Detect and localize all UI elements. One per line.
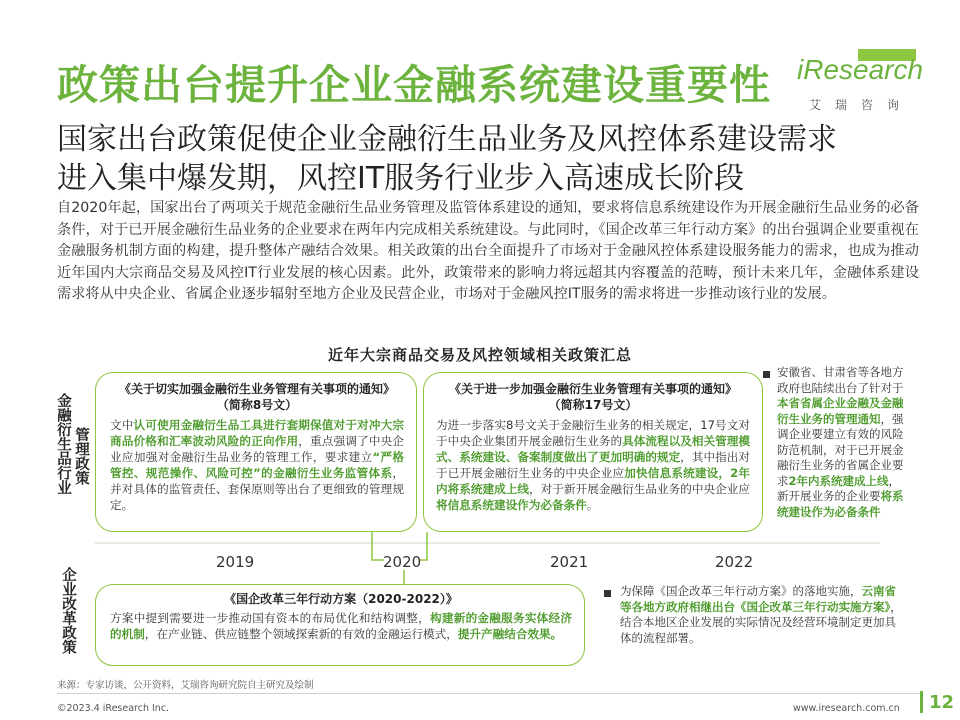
card-reform-text-2: ，在产业链、供应链整个领域探索新的有效的金融运行模式， bbox=[144, 627, 458, 641]
card-reform-highlight-1: 构建新的金融服务实体经济的机制 bbox=[110, 611, 572, 641]
card-17hao-text-1: 为进一步落实8号文关于金融衍生业务的相关规定，17号文对于中央企业集团开展金融衍生业务的 bbox=[436, 418, 750, 448]
card-17hao-subtitle: （简称17号文） bbox=[548, 398, 638, 412]
subtitle-line-2: 进入集中爆发期，风控IT服务行业步入高速成长阶段 bbox=[57, 161, 745, 196]
card-17hao-highlight-1: 具体流程以及相关管理模式、系统建设、备案制度做出了更加明确的规定 bbox=[436, 434, 750, 464]
policy-card-8hao bbox=[95, 372, 417, 532]
note-2-text-2: ，结合本地区企业发展的实际情况及经营环境制定更加具体的流程部署。 bbox=[620, 599, 902, 645]
card-17hao-highlight-3: 将信息系统建设作为必备条件 bbox=[436, 498, 587, 512]
row-label-finance-part1: 金融衍生品行业 bbox=[55, 393, 71, 495]
year-2021: 2021 bbox=[550, 553, 589, 571]
card-reform-text-1: 方案中提到需要进一步推动国有资本的布局优化和结构调整， bbox=[110, 611, 431, 625]
policy-card-soe-reform bbox=[95, 584, 585, 666]
note-1-text-3: ，新开展业务的企业要 bbox=[777, 473, 901, 503]
page-number-accent bbox=[920, 691, 923, 713]
note-1-highlight-2: 2年内系统建成上线 bbox=[788, 473, 889, 488]
side-note-local-gov bbox=[777, 365, 911, 520]
side-note-yunnan bbox=[620, 584, 902, 646]
iresearch-logo-cn: 艾瑞咨询 bbox=[809, 98, 914, 112]
card-8hao-text-3: ，并对具体的监管责任、套保原则等出台了更细致的管理规定。 bbox=[110, 466, 404, 512]
page-number: 12 bbox=[929, 692, 955, 713]
row-label-finance-part2: 管理政策 bbox=[73, 427, 89, 485]
subtitle-line-1: 国家出台政策促使企业金融衍生品业务及风控体系建设需求 bbox=[57, 122, 837, 157]
card-17hao-highlight-2: 加快信息系统建设，2年内将系统建成上线 bbox=[436, 466, 750, 496]
note-2-highlight-1: 云南省等各地方政府相继出台《国企改革三年行动实施方案》 bbox=[620, 584, 896, 614]
note-2-text-1: 为保障《国企改革三年行动方案》的落地实施， bbox=[620, 584, 862, 598]
card-8hao-text-1: 文中 bbox=[110, 418, 134, 432]
policy-card-17hao bbox=[423, 372, 763, 532]
source-note: 来源：专家访谈，公开资料，艾瑞咨询研究院自主研究及绘制 bbox=[57, 680, 314, 691]
note-2-bullet bbox=[604, 590, 611, 597]
footer-divider bbox=[57, 693, 923, 694]
note-1-text-2: ，强调企业要建立有效的风险防范机制，对于已开展金融衍生业务的省属企业要求 bbox=[777, 411, 904, 488]
card-17hao-text-3: ，对于新开展金融衍生品业务的中央企业应 bbox=[529, 482, 750, 496]
card-8hao-body bbox=[110, 417, 404, 513]
policy-chart-title: 近年大宗商品交易及风控领域相关政策汇总 bbox=[327, 346, 632, 364]
year-2019: 2019 bbox=[216, 553, 255, 571]
card-8hao-title: 《关于切实加强金融衍生业务管理有关事项的通知》 bbox=[118, 382, 395, 396]
note-1-bullet bbox=[763, 371, 770, 378]
card-17hao-text-2: ，其中指出对于已开展金融衍生业务的中央企业应 bbox=[436, 450, 750, 480]
intro-text: 自2020年起，国家出台了两项关于规范金融衍生品业务管理及监管体系建设的通知，要求将信息系统建设作为开展金融衍生品业务的必备条件，对于已开展金融衍生品业务的企业要求在两年内完成相关系统建设。与此同时，《国企改革三年行动方案》的出台强调企业要重视在金融服务机制方面的构建，提升整体产融结合效果。相关政策的出台全面提升了市场对于金融风控体系建设服务能力的需求，也成为推动近年国内大宗商品交易及风控IT行业发展的核心因素。此外，政策带来的影响力将远超其内容覆盖的范畴，预计未来几年，金融体系建设需求将从中央企业、省属企业逐步辐射至地方企业及民营企业，市场对于金融风控IT服务的需求将进一步推动该行业的发展。 bbox=[57, 200, 919, 302]
row-label-reform-policy: 企业改革政策 bbox=[60, 567, 76, 654]
year-2022: 2022 bbox=[715, 553, 754, 571]
card-17hao-title: 《关于进一步加强金融衍生业务管理有关事项的通知》 bbox=[448, 382, 737, 396]
note-1-highlight-3: 将系统建设作为必备条件 bbox=[777, 489, 904, 519]
note-1-text-1: 安徽省、甘肃省等各地方政府也陆续出台了针对于 bbox=[777, 365, 904, 395]
website-url: www.iresearch.com.cn bbox=[793, 703, 900, 714]
card-8hao-text-2: ，重点强调了中央企业应加强对金融衍生品业务的管理工作，要求建立 bbox=[110, 434, 404, 464]
card-8hao-highlight-1: 认可使用金融衍生品工具进行套期保值对于对冲大宗商品价格和汇率波动风险的正向作用 bbox=[110, 418, 404, 448]
card-17hao-text-4: 。 bbox=[586, 498, 599, 512]
year-2020: 2020 bbox=[383, 553, 422, 571]
card-8hao-subtitle: （简称8号文） bbox=[216, 398, 298, 412]
page-title: 政策出台提升企业金融系统建设重要性 bbox=[57, 61, 771, 109]
note-1-highlight-1: 本省省属企业金融及金融衍生业务的管理通知 bbox=[777, 396, 904, 426]
card-17hao-body bbox=[436, 417, 750, 513]
card-8hao-highlight-2: “严格管控、规范操作、风险可控”的金融衍生业务监管体系 bbox=[110, 450, 404, 480]
card-reform-highlight-2: 提升产融结合效果。 bbox=[457, 627, 563, 641]
card-reform-body bbox=[110, 610, 572, 642]
copyright: ©2023.4 iResearch Inc. bbox=[57, 703, 170, 714]
iresearch-logo: iResearch bbox=[797, 54, 924, 85]
card-reform-title: 《国企改革三年行动方案（2020-2022）》 bbox=[224, 592, 458, 606]
